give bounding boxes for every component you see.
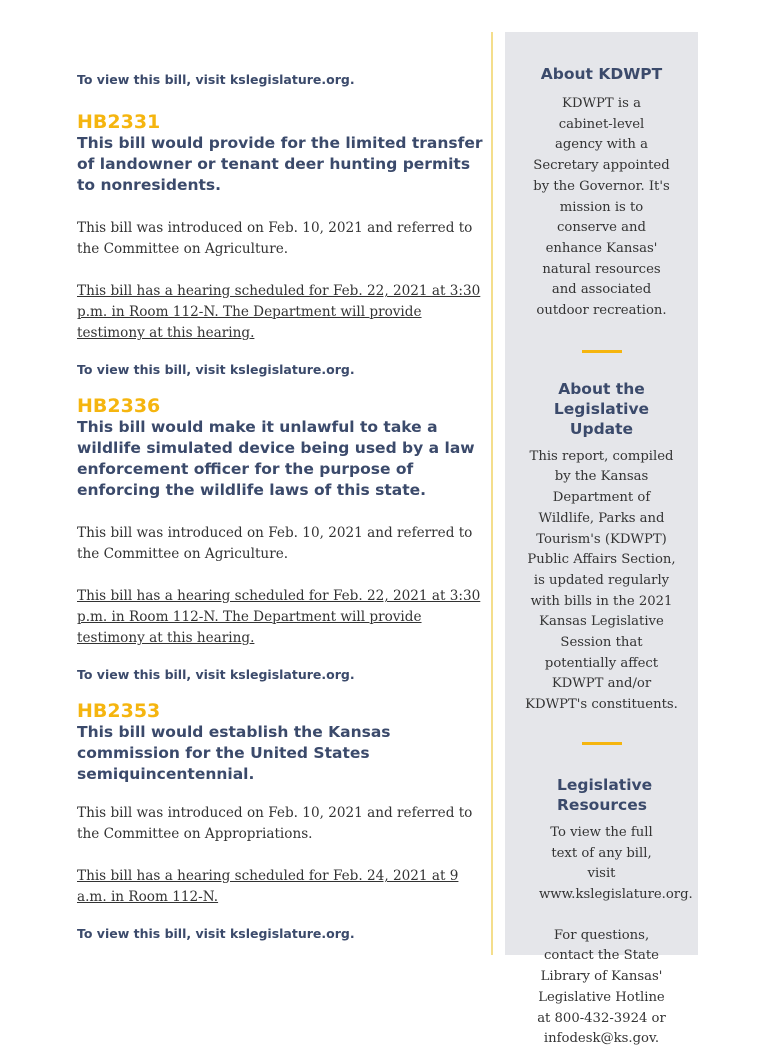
bill-entry-hb2353: [77, 700, 485, 941]
bill-hearing: This bill has a hearing scheduled for Feb. 24, 2021 at 9 a.m. in Room 112-N.: [77, 868, 459, 905]
about-kdwpt-text: KDWPT is a cabinet-level agency with a Secretary appointed by the Governor. It's mission is to conserve and enhance Kansas' natural resources and associated outdoor recreation.: [533, 96, 670, 319]
bill-hearing: This bill has a hearing scheduled for Feb. 22, 2021 at 3:30 p.m. in Room 112-N. The Department will provide testimony at this hearing.: [77, 588, 481, 646]
bill-introduced: This bill was introduced on Feb. 10, 2021 and referred to the Committee on Appropriations.: [77, 805, 473, 842]
resources-text-contact: For questions, contact the State Library of Kansas' Legislative Hotline at 800-432-3924 or infodesk@ks.gov.: [537, 927, 666, 1047]
view-bill-link[interactable]: To view this bill, visit kslegislature.org.: [77, 667, 355, 682]
about-update-text: This report, compiled by the Kansas Department of Wildlife, Parks and Tourism's (KDWPT) Public Affairs Section, is updated regularly with bills in the 2021 Kansas Legislative Session that potentially affect KDWPT and/or KDWPT's constituents.: [525, 448, 678, 713]
bill-title: This bill would establish the Kansas commission for the United States semiquincentennial.: [77, 723, 391, 783]
bill-introduced: This bill was introduced on Feb. 10, 2021 and referred to the Committee on Agriculture.: [77, 525, 473, 562]
bill-title: This bill would provide for the limited transfer of landowner or tenant deer hunting permits to nonresidents.: [77, 134, 483, 194]
view-bill-link[interactable]: To view this bill, visit kslegislature.org.: [77, 362, 355, 377]
about-kdwpt-heading: About KDWPT: [540, 65, 663, 83]
view-bill-link[interactable]: To view this bill, visit kslegislature.org.: [77, 72, 355, 87]
bill-title: This bill would make it unlawful to take a wildlife simulated device being used by a law enforcement officer for the purpose of enforcing the wildlife laws of this state.: [77, 418, 475, 499]
bill-introduced: This bill was introduced on Feb. 10, 2021 and referred to the Committee on Agriculture.: [77, 220, 473, 257]
bill-hearing: This bill has a hearing scheduled for Feb. 22, 2021 at 3:30 p.m. in Room 112-N. The Department will provide testimony at this hearing.: [77, 283, 481, 341]
bill-entry-hb2336: [77, 395, 485, 682]
about-update-heading: About the Legislative Update: [553, 379, 650, 438]
bill-id: HB2331: [77, 111, 161, 133]
resources-heading: Legislative Resources: [557, 775, 653, 814]
resources-text-view: To view the full text of any bill, visit www.kslegislature.org.: [539, 824, 693, 902]
section-divider: [582, 742, 622, 745]
column-divider: [491, 32, 493, 955]
main-column: [77, 72, 485, 941]
bill-entry-hb2331: [77, 111, 485, 377]
bill-id: HB2353: [77, 700, 161, 722]
bill-id: HB2336: [77, 395, 161, 417]
view-bill-link[interactable]: To view this bill, visit kslegislature.org.: [77, 926, 355, 941]
section-divider: [582, 350, 622, 353]
sidebar: [505, 32, 698, 1047]
